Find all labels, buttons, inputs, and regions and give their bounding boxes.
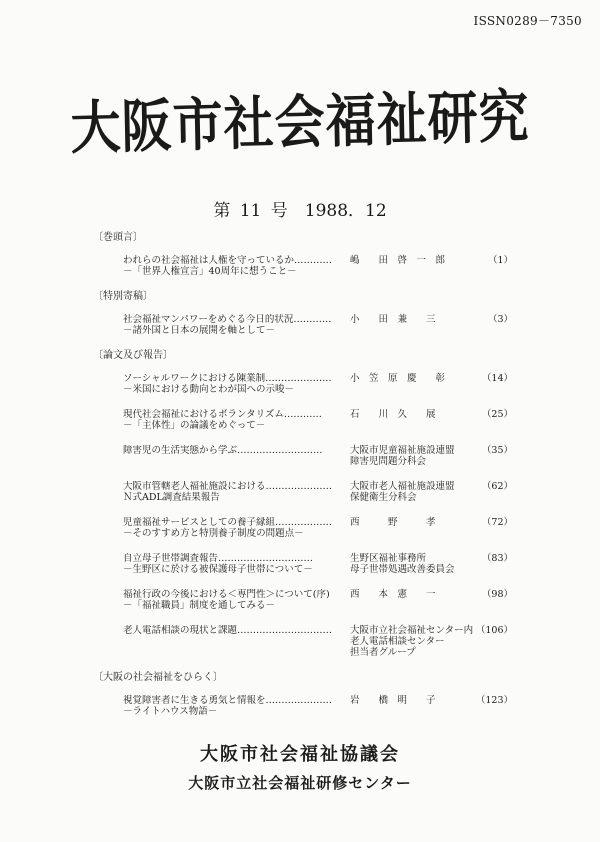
author-line: 担当者グループ <box>350 647 416 658</box>
section-heading: 〔大阪の社会福祉をひらく〕 <box>93 672 223 683</box>
entry-author <box>348 589 482 611</box>
entry-text <box>123 695 348 717</box>
entry-author <box>348 409 482 431</box>
publisher-council: 大阪市社会福祉協議会 <box>200 744 400 765</box>
entry-subtitle: －生野区に於ける被保護母子世帯について－ <box>123 564 313 575</box>
author-line: 大阪市児童福祉施設連盟 <box>350 445 455 456</box>
author-line: 西 野 孝 <box>350 517 436 528</box>
entry-text <box>123 409 348 431</box>
toc-section <box>93 672 513 717</box>
toc-entry <box>123 625 513 658</box>
entry-subtitle: Ｎ式ADL調査結果報告 <box>123 492 220 503</box>
author-line: 障害児問題分科会 <box>350 456 427 467</box>
entry-subtitle: －「世界人権宣言」40周年に想うこと－ <box>123 266 297 277</box>
table-of-contents <box>93 232 513 731</box>
author-line: 老人電話相談センター <box>350 636 445 647</box>
entry-author <box>348 314 487 336</box>
entry-title: 自立母子世帯調査報告………………………… <box>123 553 314 564</box>
entry-title: 現代社会福祉におけるボランタリズム………… <box>123 409 322 420</box>
toc-entry <box>123 445 513 467</box>
toc-section <box>93 291 513 336</box>
entry-title: 視覚障害者に生きる勇気と情報を………………… <box>123 695 333 706</box>
entry-page-number: （3） <box>487 314 513 325</box>
entry-title: 老人電話相談の現状と課題………………………… <box>123 625 333 636</box>
toc-entry <box>123 481 513 503</box>
author-line: 石 川 久 展 <box>350 409 436 420</box>
toc-section <box>93 350 513 658</box>
entry-page-number: （25） <box>481 409 513 420</box>
author-line: 岩 橋 明 子 <box>350 695 436 706</box>
publisher-training-center: 大阪市立社会福祉研修センター <box>188 774 412 792</box>
entry-text <box>123 481 348 503</box>
entry-page-number: （62） <box>481 481 513 492</box>
entry-title: 社会福祉マンパワーをめぐる今日的状況………… <box>123 314 332 325</box>
author-line: 西 本 憲 一 <box>350 589 436 600</box>
author-line: 嶋 田 啓 一 郎 <box>350 255 446 266</box>
section-heading: 〔巻頭言〕 <box>93 232 143 243</box>
toc-entry <box>123 553 513 575</box>
publishers <box>0 740 600 793</box>
entry-author <box>348 553 482 575</box>
author-line: 小 田 兼 三 <box>350 314 436 325</box>
author-line: 母子世帯処遇改善委員会 <box>350 564 455 575</box>
entry-text <box>123 553 348 575</box>
entry-title: 児童福祉サービスとしての養子縁組……………… <box>123 517 333 528</box>
entry-text <box>123 373 348 395</box>
entry-text <box>123 445 348 467</box>
toc-entry <box>123 255 513 277</box>
entry-text <box>123 625 348 658</box>
author-line: 小 笠 原 慶 彰 <box>350 373 446 384</box>
entry-author <box>348 445 482 467</box>
author-line: 保健衛生分科会 <box>350 492 417 503</box>
entry-title: われらの社会福祉は人権を守っているか………… <box>123 255 333 266</box>
entry-subtitle: －そのすすめ方と特別養子制度の問題点－ <box>123 528 304 539</box>
toc-entry <box>123 695 513 717</box>
entry-author <box>348 517 482 539</box>
entry-author <box>348 255 487 277</box>
entry-author <box>348 481 482 503</box>
toc-entry <box>123 409 513 431</box>
entry-page-number: （83） <box>481 553 513 564</box>
issue-number-date: 第 11 号 1988．12 <box>213 201 387 221</box>
entry-author <box>348 695 476 717</box>
section-heading: 〔論文及び報告〕 <box>93 350 173 361</box>
entry-page-number: （98） <box>481 589 513 600</box>
entry-subtitle: －「福祉職員」制度を通してみる－ <box>123 600 276 611</box>
toc-entry <box>123 314 513 336</box>
entry-text <box>123 314 348 336</box>
entry-title: 福祉行政の今後における＜専門性＞について(序) <box>123 589 330 600</box>
entry-subtitle: －「主体性」の論議をめぐって－ <box>123 420 266 431</box>
entry-author <box>348 373 482 395</box>
entry-text <box>123 255 348 277</box>
entry-page-number: （1） <box>487 255 513 266</box>
entry-title: 大阪市管轄老人福祉施設における………………… <box>123 481 333 492</box>
toc-entry <box>123 517 513 539</box>
toc-section <box>93 232 513 277</box>
entry-page-number: （72） <box>481 517 513 528</box>
journal-title: 大阪市社会福祉研究 <box>69 82 531 162</box>
entry-text <box>123 517 348 539</box>
author-line: 大阪市老人福祉施設連盟 <box>350 481 455 492</box>
entry-page-number: （123） <box>475 695 513 706</box>
entry-subtitle: －諸外国と日本の展開を軸として－ <box>123 325 276 336</box>
toc-entry <box>123 373 513 395</box>
entry-subtitle: －米国における動向とわが国への示唆－ <box>123 384 295 395</box>
entry-title: 障害児の生活実態から学ぶ……………………… <box>123 445 323 456</box>
entry-text <box>123 589 348 611</box>
author-line: 生野区福祉事務所 <box>350 553 427 564</box>
issn-number: ISSN0289－7350 <box>473 14 582 28</box>
entry-page-number: （35） <box>481 445 513 456</box>
entry-page-number: （14） <box>481 373 513 384</box>
toc-entry <box>123 589 513 611</box>
entry-author <box>348 625 476 658</box>
entry-title: ソーシャルワークにおける陳業制………………… <box>123 373 332 384</box>
author-line: 大阪市立社会福祉センター内 <box>350 625 474 636</box>
entry-subtitle: －ライトハウス物語－ <box>123 706 218 717</box>
entry-page-number: （106） <box>475 625 513 636</box>
section-heading: 〔特別寄稿〕 <box>93 291 153 302</box>
